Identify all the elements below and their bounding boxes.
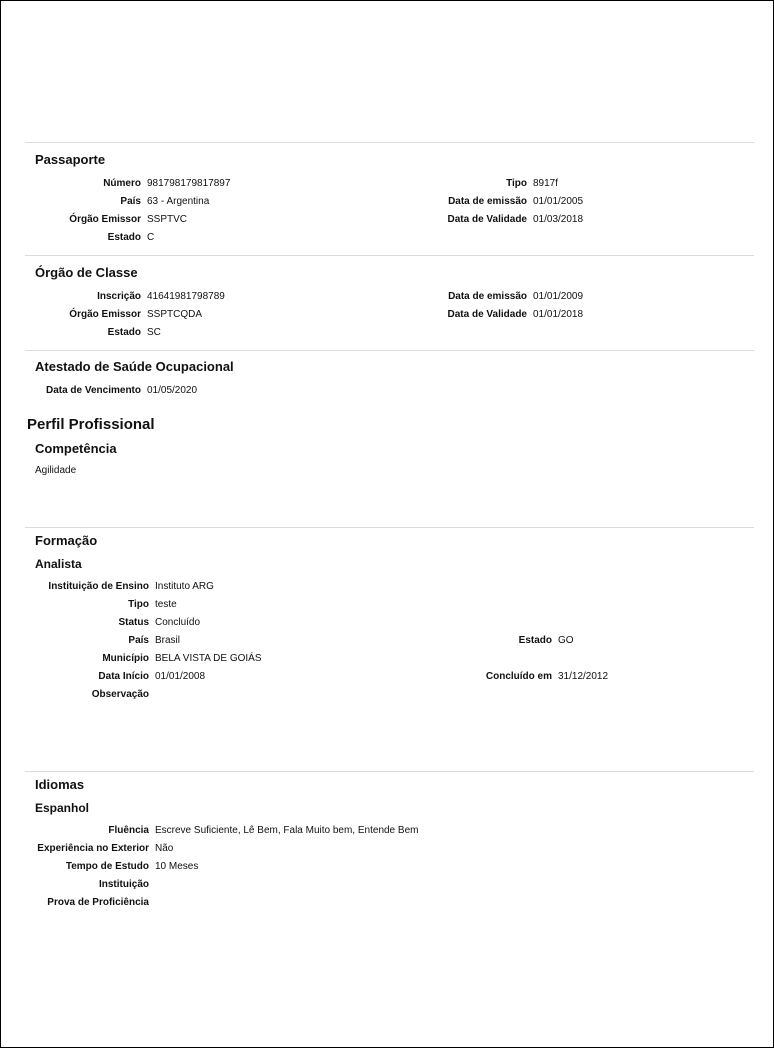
tempo-estudo-label: Tempo de Estudo xyxy=(65,861,149,872)
orgao-emissor-value: SSPTCQDA xyxy=(147,309,203,320)
instituicao-label: Instituição xyxy=(98,879,149,890)
data-inicio-value: 01/01/2008 xyxy=(155,671,206,682)
data-validade-label: Data de Validade xyxy=(447,309,527,320)
tipo-label: Tipo xyxy=(506,178,527,189)
passaporte-row-pais xyxy=(1,195,774,209)
orgao-emissor-label: Órgão Emissor xyxy=(69,309,141,320)
estado-label: Estado xyxy=(107,232,141,243)
formacao-row-observacao xyxy=(1,688,774,702)
passaporte-row-numero xyxy=(1,177,774,191)
atestado-row-vencimento xyxy=(1,384,774,398)
experiencia-label: Experiência no Exterior xyxy=(37,843,149,854)
estado-value: GO xyxy=(558,635,574,646)
fluencia-label: Fluência xyxy=(108,825,149,836)
municipio-value: BELA VISTA DE GOIÁS xyxy=(155,653,262,664)
competencia-value: Agilidade xyxy=(35,465,77,476)
fluencia-value: Escreve Suficiente, Lê Bem, Fala Muito bem, Entende Bem xyxy=(155,825,419,836)
data-emissao-value: 01/01/2005 xyxy=(533,196,584,207)
idiomas-row-prova xyxy=(1,896,774,910)
formacao-row-tipo xyxy=(1,598,774,612)
tipo-label: Tipo xyxy=(128,599,149,610)
experiencia-value: Não xyxy=(155,843,174,854)
passaporte-row-orgao xyxy=(1,213,774,227)
pais-value: 63 - Argentina xyxy=(147,196,210,207)
estado-value: C xyxy=(147,232,155,243)
instituicao-label: Instituição de Ensino xyxy=(48,581,149,592)
competencia-title: Competência xyxy=(35,441,117,456)
status-value: Concluído xyxy=(155,617,201,628)
orgao-classe-title: Órgão de Classe xyxy=(35,265,138,280)
inscricao-label: Inscrição xyxy=(97,291,141,302)
section-divider xyxy=(25,350,754,351)
inscricao-value: 41641981798789 xyxy=(147,291,225,302)
data-validade-value: 01/03/2018 xyxy=(533,214,584,225)
formacao-subtitle: Analista xyxy=(35,557,82,571)
formacao-row-municipio xyxy=(1,652,774,666)
perfil-profissional-title: Perfil Profissional xyxy=(27,416,155,433)
municipio-label: Município xyxy=(102,653,149,664)
estado-label: Estado xyxy=(107,327,141,338)
idiomas-row-tempo xyxy=(1,860,774,874)
data-validade-value: 01/01/2018 xyxy=(533,309,584,320)
numero-value: 981798179817897 xyxy=(147,178,231,189)
vencimento-value: 01/05/2020 xyxy=(147,385,198,396)
section-divider xyxy=(25,527,754,528)
data-inicio-label: Data Início xyxy=(98,671,149,682)
atestado-title: Atestado de Saúde Ocupacional xyxy=(35,359,234,374)
section-divider xyxy=(25,255,754,256)
data-emissao-label: Data de emissão xyxy=(448,291,527,302)
observacao-label: Observação xyxy=(91,689,149,700)
idiomas-row-instituicao xyxy=(1,878,774,892)
pais-label: País xyxy=(128,635,149,646)
concluido-value: 31/12/2012 xyxy=(558,671,609,682)
idiomas-row-fluencia xyxy=(1,824,774,838)
tipo-value: teste xyxy=(155,599,177,610)
orgao-emissor-label: Órgão Emissor xyxy=(69,214,141,225)
orgao-classe-row-estado xyxy=(1,326,774,340)
formacao-row-status xyxy=(1,616,774,630)
orgao-classe-row-orgao xyxy=(1,308,774,322)
concluido-label: Concluído em xyxy=(485,671,552,682)
data-emissao-value: 01/01/2009 xyxy=(533,291,584,302)
section-divider xyxy=(25,142,754,143)
tipo-value: 8917f xyxy=(533,178,559,189)
numero-label: Número xyxy=(103,178,141,189)
section-divider xyxy=(25,771,754,772)
formacao-title: Formação xyxy=(35,533,98,548)
formacao-row-instituicao xyxy=(1,580,774,594)
orgao-classe-row-inscricao xyxy=(1,290,774,304)
formacao-row-pais xyxy=(1,634,774,648)
instituicao-value: Instituto ARG xyxy=(155,581,214,592)
pais-value: Brasil xyxy=(155,635,181,646)
idiomas-row-experiencia xyxy=(1,842,774,856)
estado-label: Estado xyxy=(518,635,552,646)
passaporte-row-estado xyxy=(1,231,774,245)
orgao-emissor-value: SSPTVC xyxy=(147,214,188,225)
vencimento-label: Data de Vencimento xyxy=(45,385,141,396)
estado-value: SC xyxy=(147,327,161,338)
idiomas-title: Idiomas xyxy=(35,777,85,792)
data-emissao-label: Data de emissão xyxy=(448,196,527,207)
passaporte-title: Passaporte xyxy=(35,152,106,167)
formacao-row-datas xyxy=(1,670,774,684)
status-label: Status xyxy=(118,617,149,628)
pais-label: País xyxy=(120,196,141,207)
data-validade-label: Data de Validade xyxy=(447,214,527,225)
tempo-estudo-value: 10 Meses xyxy=(155,861,199,872)
prova-proficiencia-label: Prova de Proficiência xyxy=(47,897,149,908)
idiomas-subtitle: Espanhol xyxy=(35,801,90,815)
